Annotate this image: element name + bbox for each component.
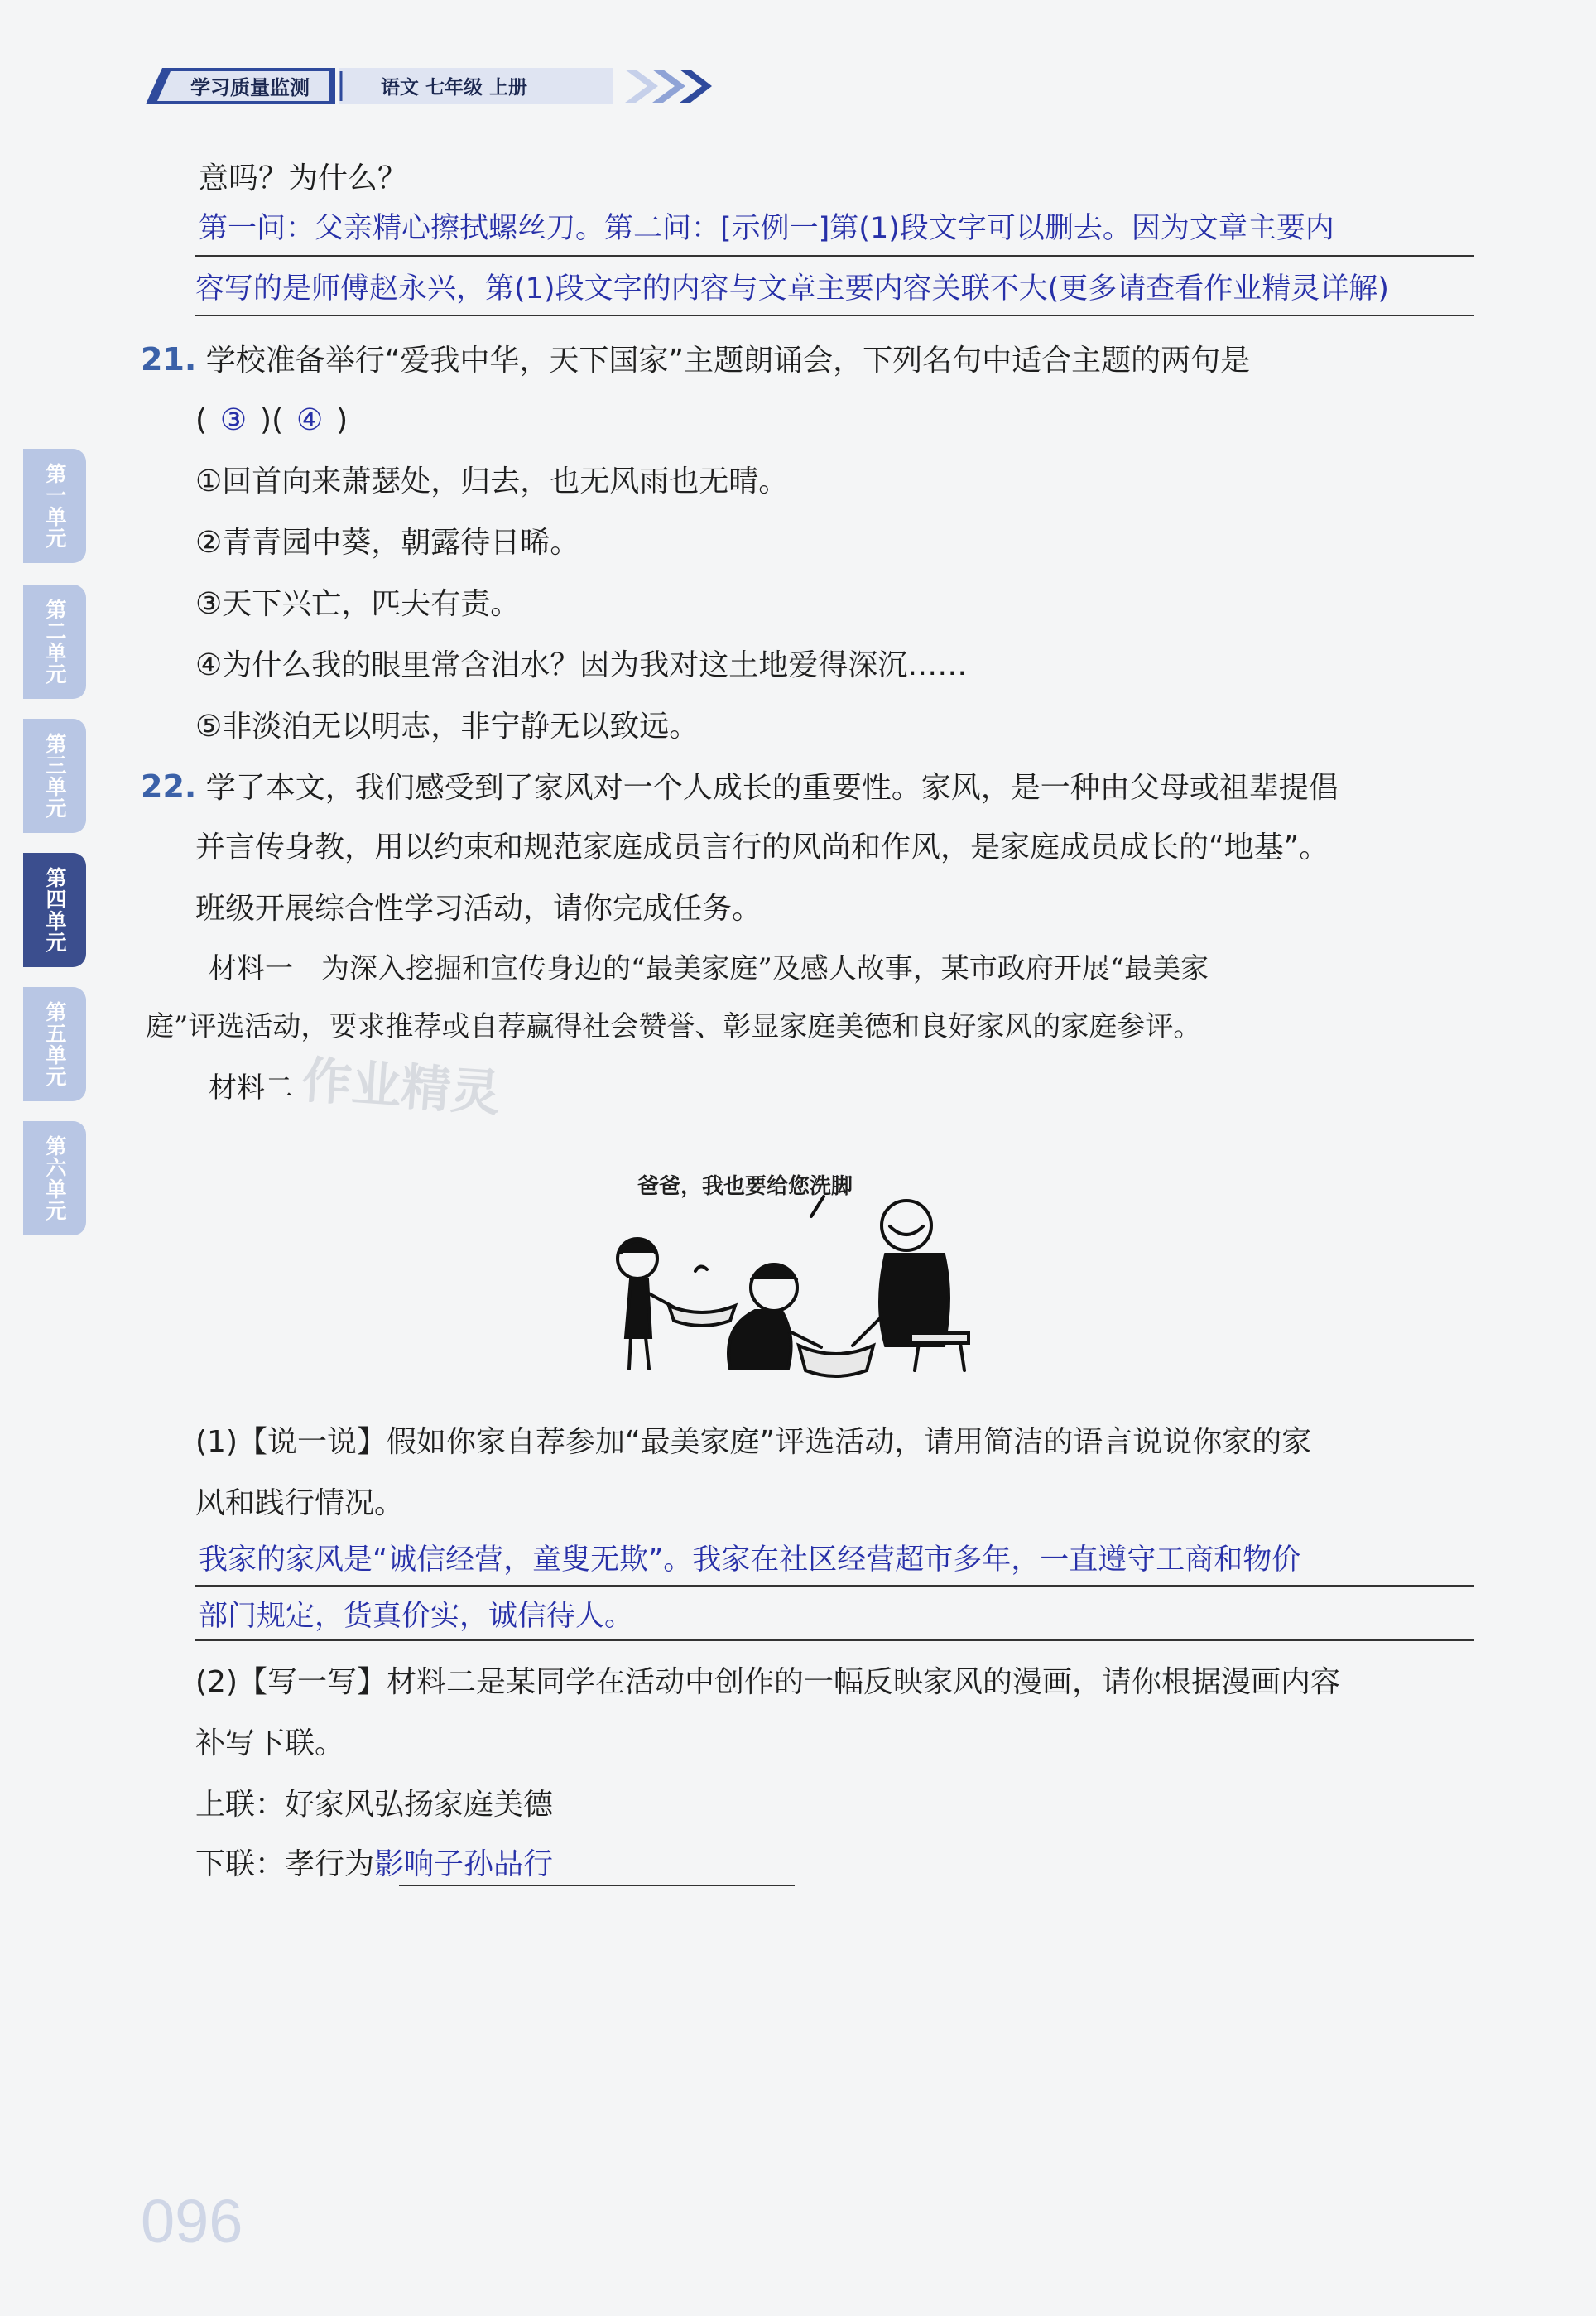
q20-tail: 意吗？为什么？ bbox=[199, 161, 408, 195]
q22-sub1-answer1: 我家的家风是“诚信经营，童叟无欺”。我家在社区经营超市多年，一直遵守工商和物价 bbox=[199, 1543, 1301, 1577]
material1-line2: 庭”评选活动，要求推荐或自荐赢得社会赞誉、彰显家庭美德和良好家风的家庭参评。 bbox=[146, 1010, 1202, 1043]
lower-couplet-prefix: 下联：孝行为 bbox=[195, 1847, 375, 1881]
unit-tab-2[interactable]: 第二单元 bbox=[23, 585, 86, 699]
answer-rule bbox=[195, 1585, 1474, 1587]
header-banner bbox=[141, 63, 712, 108]
q21-option-1: ①回首向来萧瑟处，归去，也无风雨也无晴。 bbox=[195, 465, 789, 498]
q22-line1: 学了本文，我们感受到了家风对一个人成长的重要性。家风，是一种由父母或祖辈提倡 bbox=[205, 771, 1339, 805]
q22-line3: 班级开展综合性学习活动，请你完成任务。 bbox=[195, 892, 762, 926]
question-number: 22. bbox=[141, 768, 197, 805]
unit-tab-3[interactable]: 第三单元 bbox=[23, 719, 86, 833]
page-number: 096 bbox=[141, 2187, 243, 2256]
q22-sub2-line2: 补写下联。 bbox=[195, 1726, 345, 1760]
answer-rule bbox=[399, 1885, 795, 1886]
watermark: 作业精灵 bbox=[300, 1051, 502, 1124]
q21-option-5: ⑤非淡泊无以明志，非宁静无以致远。 bbox=[195, 710, 699, 744]
q21-option-2: ②青青园中葵，朝露待日晞。 bbox=[195, 526, 580, 560]
upper-couplet: 上联：好家风弘扬家庭美德 bbox=[195, 1788, 554, 1822]
material1-line1: 材料一 为深入挖掘和宣传身边的“最美家庭”及感人故事，某市政府开展“最美家 bbox=[209, 952, 1209, 985]
answer-rule bbox=[195, 315, 1474, 316]
unit-tab-5[interactable]: 第五单元 bbox=[23, 987, 86, 1101]
q20-answer-line1: 第一问：父亲精心擦拭螺丝刀。第二问：[示例一]第(1)段文字可以删去。因为文章主要内 bbox=[199, 212, 1334, 245]
unit-tab-4[interactable]: 第四单元 bbox=[23, 853, 86, 967]
q22-sub2-line1: (2)【写一写】材料二是某同学在活动中创作的一幅反映家风的漫画，请你根据漫画内容 bbox=[195, 1665, 1340, 1699]
q21-option-3: ③天下兴亡，匹夫有责。 bbox=[195, 587, 521, 621]
q21-stem bbox=[141, 339, 1250, 381]
material2-label: 材料二 bbox=[209, 1071, 293, 1105]
subject-grade: 语文 七年级 上册 bbox=[381, 77, 528, 99]
q22-sub1-line2: 风和践行情况。 bbox=[195, 1486, 405, 1520]
q22-sub1-answer2: 部门规定，货真价实，诚信待人。 bbox=[199, 1600, 634, 1633]
q22-stem bbox=[141, 767, 1339, 808]
unit-tab-6[interactable]: 第六单元 bbox=[23, 1121, 86, 1235]
lower-couplet bbox=[195, 1845, 553, 1885]
q20-answer-line2: 容写的是师傅赵永兴，第(1)段文字的内容与文章主要内容关联不大(更多请查看作业精灵详解) bbox=[195, 272, 1389, 306]
q22-sub1-line1: (1)【说一说】假如你家自荐参加“最美家庭”评选活动，请用简洁的语言说说你家的家 bbox=[195, 1425, 1312, 1459]
q21-text: 学校准备举行“爱我中华，天下国家”主题朗诵会，下列名句中适合主题的两句是 bbox=[205, 344, 1251, 378]
q21-blank-2[interactable]: ④ bbox=[296, 403, 324, 437]
q21-option-4: ④为什么我的眼里常含泪水？因为我对这土地爱得深沉…… bbox=[195, 648, 968, 682]
cartoon-caption: 爸爸，我也要给您洗脚 bbox=[637, 1174, 853, 1199]
answer-rule bbox=[195, 255, 1474, 257]
q21-answer-blanks: ( ③ )( ④ ) bbox=[195, 401, 348, 441]
unit-tab-1[interactable]: 第一单元 bbox=[23, 449, 86, 563]
question-number: 21. bbox=[141, 341, 197, 378]
q22-line2: 并言传身教，用以约束和规范家庭成员言行的风尚和作风，是家庭成员成长的“地基”。 bbox=[195, 831, 1329, 864]
lower-couplet-answer[interactable]: 影响子孙品行 bbox=[374, 1847, 554, 1881]
answer-rule bbox=[195, 1639, 1474, 1641]
series-title: 学习质量监测 bbox=[190, 76, 310, 99]
q21-blank-1[interactable]: ③ bbox=[219, 403, 248, 437]
